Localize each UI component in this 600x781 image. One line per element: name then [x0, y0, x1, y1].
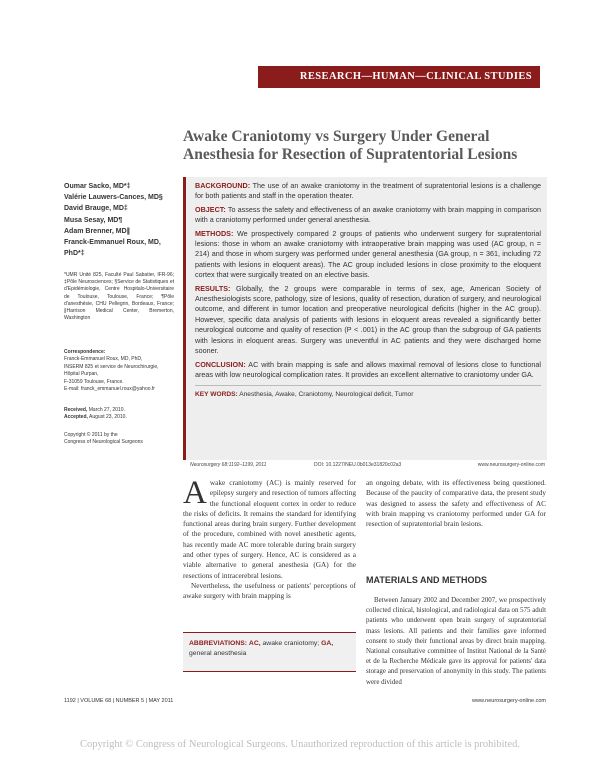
methods-text: We prospectively compared 2 groups of patients who underwent surgery for supratentorial lesions: those in whom an awake craniotomy with intraoperative brain mapping was used (AC group, n = 214) and those in whom surgery was performed under general anesthesia (GA group, n = 361, including 72 patients with lesions in eloquent areas). The AC group included lesions in close proximity to the eloquent cortex that were surgically treated on an elective basis.	[195, 228, 541, 280]
conclusion-text: AC with brain mapping is safe and allows maximal removal of lesions close to functional areas with low neurological complication rates. It provides an excellent alternative to craniotomy under GA.	[195, 359, 541, 379]
body-column-left	[183, 475, 356, 602]
author-list	[64, 181, 174, 259]
abstract-background	[195, 181, 541, 202]
abbreviations-box	[183, 632, 356, 672]
affiliations: *UMR Unité 825, Faculté Paul Sabatier, IFR-96; ‡Pôle Neurosciences; §Service de Statistiques et d'Epidémiologie, Centre Hospitalo-Universitaire de Toulouse, Toulouse, France; ¶Pôle d'anesthésie, CHU Pellegrin, Bordeaux, France; ∥Harrison Medical Center, Bremerton, Washington	[64, 272, 174, 322]
keywords-label: KEY WORDS:	[195, 391, 238, 399]
abbreviations-label: ABBREVIATIONS:	[189, 640, 248, 647]
keywords	[195, 385, 541, 400]
author-3[interactable]: David Brauge, MD‡	[64, 205, 128, 213]
background-label: BACKGROUND:	[195, 181, 251, 190]
copyright-line: Copyright © 2011 by the	[64, 432, 118, 438]
doi[interactable]: DOI: 10.1227/NEU.0b013e31820c02a3	[314, 462, 402, 468]
footer-volume: 1192 | VOLUME 68 | NUMBER 5 | MAY 2011	[64, 698, 174, 704]
author-2[interactable]: Valérie Lauwers-Cances, MD§	[64, 194, 163, 202]
correspondence-line: F-31059 Toulouse, France.	[64, 378, 124, 385]
abstract-conclusion	[195, 360, 541, 381]
correspondence-email[interactable]: E-mail: franck_emmanuel.roux@yahoo.fr	[64, 386, 155, 393]
received-date: March 27, 2010.	[88, 407, 125, 413]
correspondence-line: Franck-Emmanuel Roux, MD, PhD,	[64, 356, 143, 363]
journal-url[interactable]: www.neurosurgery-online.com	[477, 462, 545, 468]
accepted-date: August 23, 2010.	[89, 414, 127, 421]
abstract-box	[183, 177, 547, 460]
author-1[interactable]: Oumar Sacko, MD*‡	[64, 183, 131, 190]
journal-citation: Neurosurgery 68:1192–1199, 2011	[190, 462, 267, 468]
abbr-ac: AC,	[248, 640, 261, 647]
results-label: RESULTS:	[195, 283, 231, 293]
methods-heading: MATERIALS AND METHODS	[366, 575, 487, 585]
abbr-ac-def: awake craniotomy;	[262, 640, 320, 647]
section-banner: RESEARCH—HUMAN—CLINICAL STUDIES	[258, 66, 540, 88]
keywords-text: Anesthesia, Awake, Craniotomy, Neurological deficit, Tumor	[239, 391, 414, 399]
correspondence-heading: Correspondence:	[64, 349, 106, 355]
abstract-results	[195, 284, 541, 357]
article-dates	[64, 407, 174, 422]
received-label: Received,	[64, 407, 88, 413]
methods-section	[366, 596, 546, 688]
author-5[interactable]: Adam Brenner, MD∥	[64, 227, 131, 235]
copyright-watermark: Copyright © Congress of Neurological Surgeons. Unauthorized reproduction of this article is prohibited.	[80, 739, 520, 750]
paragraph-2: Nevertheless, the usefulness or patients' perceptions of awake surgery with brain mapping is	[183, 580, 356, 601]
object-label: OBJECT:	[195, 204, 226, 214]
author-6[interactable]: Franck-Emmanuel Roux, MD, PhD*‡	[64, 239, 161, 258]
copyright-line: Congress of Neurological Surgeons	[64, 439, 143, 446]
correspondence-line: INSERM 825 et service de Neurochirurgie,	[64, 363, 159, 370]
drop-cap: A	[183, 475, 207, 511]
abstract-object	[195, 205, 541, 226]
abbr-ga-def: general anesthesia	[189, 649, 247, 657]
article-title: Awake Craniotomy vs Surgery Under General Anesthesia for Resection of Supratentorial Lesions	[183, 128, 518, 163]
methods-label: METHODS:	[195, 228, 234, 238]
conclusion-label: CONCLUSION:	[195, 359, 246, 369]
paragraph-continued: an ongoing debate, with its effectiveness being questioned. Because of the paucity of comparative data, the present study was designed to assess the safety and effectiveness of AC with brain mapping vs craniotomy performed under GA for resection of supratentorial brain lesions.	[366, 478, 546, 529]
correspondence	[64, 349, 174, 393]
correspondence-line: Hôpital Purpan,	[64, 371, 99, 378]
object-text: To assess the safety and effectiveness of an awake craniotomy with brain mapping in comparison with a craniotomy performed under general anesthesia.	[195, 204, 541, 225]
background-text: The use of an awake craniotomy in the treatment of supratentorial lesions is a challenge for both patients and staff in the operation theater.	[195, 181, 542, 201]
intro-paragraph	[183, 475, 356, 581]
methods-paragraph: Between January 2002 and December 2007, we prospectively collected clinical, histological, and radiological data on 575 adult patients who underwent open brain surgery of supratentorial mass lesions. All patients and their families gave informed consent to study their functional areas by direct brain mapping. National consultative committee of Institut National de la Santé et de la Recherche Médicale gave its approval for patients' data storage and preservation of anonymity in this study. The patients were divided	[366, 597, 546, 686]
intro-text: wake craniotomy (AC) is mainly reserved for epilepsy surgery and resection of tumors affecting the functional eloquent cortex in order to reduce the risks of deficits. It remains the standard for identifying functional areas during brain surgery. Further development of the procedure, combined with novel anesthetic agents, has recently made AC more tolerable during brain surgery and other types of surgery. Hence, AC is considered as a viable alternative to general anesthesia (GA) for the resections of intracerebral lesions.	[183, 478, 356, 580]
copyright-notice	[64, 432, 174, 447]
results-text: Globally, the 2 groups were comparable in terms of sex, age, American Society of Anesthesiologists score, pathology, size of lesions, quality of resection, duration of surgery, and neurological outcome, and different in tumor location and preoperative neurological deficits (higher in the AC group). However, specific data analysis of patients with lesions in eloquent areas revealed a significantly better neurological outcome and quality of resection (P < .001) in the AC group than the subgroup of GA patients with lesions in eloquent areas. Surgery was uneventful in AC patients and they were discharged home sooner.	[195, 283, 541, 356]
body-column-right	[366, 478, 546, 529]
abbr-ga: GA,	[321, 640, 334, 647]
author-4[interactable]: Musa Sesay, MD¶	[64, 216, 123, 224]
abstract-methods	[195, 229, 541, 281]
accepted-label: Accepted,	[64, 414, 88, 421]
footer-url[interactable]: www.neurosurgery-online.com	[472, 698, 546, 704]
